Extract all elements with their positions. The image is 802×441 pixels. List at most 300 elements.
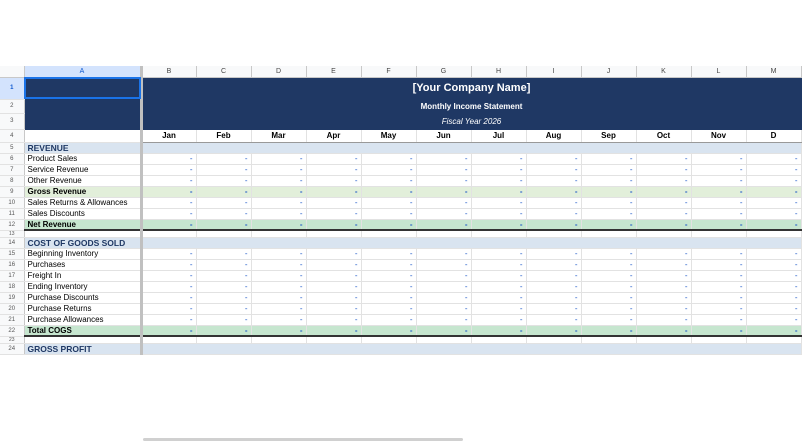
cell-a3[interactable] <box>24 113 141 129</box>
value-cell[interactable]: - <box>691 248 746 259</box>
value-cell[interactable]: - <box>691 259 746 270</box>
value-cell[interactable]: - <box>636 197 691 208</box>
line-item-label[interactable]: Gross Revenue <box>24 186 141 197</box>
line-item-label[interactable]: Sales Discounts <box>24 208 141 219</box>
value-cell[interactable]: - <box>196 219 251 230</box>
row-header-13[interactable]: 13 <box>0 230 24 237</box>
select-all-corner[interactable] <box>0 66 24 77</box>
sheet-row <box>0 343 801 354</box>
value-cell[interactable]: - <box>746 164 801 175</box>
value-cell[interactable]: - <box>581 303 636 314</box>
sheet-row <box>0 303 801 314</box>
column-header-j[interactable]: J <box>581 66 636 77</box>
value-cell[interactable]: - <box>361 259 416 270</box>
value-cell[interactable]: - <box>416 186 471 197</box>
month-header-sep[interactable]: Sep <box>581 129 636 142</box>
value-cell[interactable]: - <box>251 259 306 270</box>
row-header-11[interactable]: 11 <box>0 208 24 219</box>
section-header[interactable]: REVENUE <box>24 142 141 153</box>
value-cell[interactable]: - <box>471 259 526 270</box>
value-cell[interactable]: - <box>306 270 361 281</box>
empty-cell[interactable] <box>24 336 141 343</box>
line-item-label[interactable]: Ending Inventory <box>24 281 141 292</box>
month-header-jan[interactable]: Jan <box>141 129 196 142</box>
empty-cell[interactable] <box>141 336 196 343</box>
value-cell[interactable]: - <box>691 281 746 292</box>
row-header-2[interactable]: 2 <box>0 99 24 113</box>
value-cell[interactable]: - <box>581 314 636 325</box>
value-cell[interactable]: - <box>691 219 746 230</box>
value-cell[interactable]: - <box>746 292 801 303</box>
value-cell[interactable]: - <box>306 208 361 219</box>
value-cell[interactable]: - <box>416 248 471 259</box>
value-cell[interactable]: - <box>526 153 581 164</box>
sheet-row <box>0 259 801 270</box>
value-cell[interactable]: - <box>306 219 361 230</box>
value-cell[interactable]: - <box>636 303 691 314</box>
value-cell[interactable]: - <box>471 219 526 230</box>
value-cell[interactable]: - <box>471 164 526 175</box>
value-cell[interactable]: - <box>691 325 746 336</box>
value-cell[interactable]: - <box>141 303 196 314</box>
value-cell[interactable]: - <box>526 259 581 270</box>
value-cell[interactable]: - <box>251 208 306 219</box>
value-cell[interactable]: - <box>636 292 691 303</box>
value-cell[interactable]: - <box>416 175 471 186</box>
value-cell[interactable]: - <box>526 270 581 281</box>
value-cell[interactable]: - <box>361 270 416 281</box>
value-cell[interactable]: - <box>196 303 251 314</box>
value-cell[interactable]: - <box>416 259 471 270</box>
empty-cell[interactable] <box>361 336 416 343</box>
row-header-21[interactable]: 21 <box>0 314 24 325</box>
value-cell[interactable]: - <box>416 208 471 219</box>
row-header-16[interactable]: 16 <box>0 259 24 270</box>
value-cell[interactable]: - <box>526 197 581 208</box>
column-header-m[interactable]: M <box>746 66 801 77</box>
value-cell[interactable]: - <box>361 303 416 314</box>
column-header-d[interactable]: D <box>251 66 306 77</box>
value-cell[interactable]: - <box>581 259 636 270</box>
value-cell[interactable]: - <box>251 281 306 292</box>
line-item-label[interactable]: Service Revenue <box>24 164 141 175</box>
value-cell[interactable]: - <box>691 314 746 325</box>
value-cell[interactable]: - <box>471 325 526 336</box>
value-cell[interactable]: - <box>306 281 361 292</box>
empty-cell[interactable] <box>691 230 746 237</box>
empty-cell[interactable] <box>141 230 196 237</box>
section-band[interactable] <box>141 142 801 153</box>
month-header-feb[interactable]: Feb <box>196 129 251 142</box>
value-cell[interactable]: - <box>746 325 801 336</box>
row-header-23[interactable]: 23 <box>0 336 24 343</box>
column-header-b[interactable]: B <box>141 66 196 77</box>
line-item-label[interactable]: Sales Returns & Allowances <box>24 197 141 208</box>
value-cell[interactable]: - <box>691 175 746 186</box>
value-cell[interactable]: - <box>251 164 306 175</box>
value-cell[interactable]: - <box>416 314 471 325</box>
value-cell[interactable]: - <box>141 197 196 208</box>
value-cell[interactable]: - <box>361 164 416 175</box>
value-cell[interactable]: - <box>141 325 196 336</box>
value-cell[interactable]: - <box>196 314 251 325</box>
cell-table[interactable] <box>0 66 802 355</box>
value-cell[interactable]: - <box>361 175 416 186</box>
value-cell[interactable]: - <box>636 164 691 175</box>
cell-a1[interactable] <box>24 77 141 99</box>
value-cell[interactable]: - <box>581 186 636 197</box>
sheet-row <box>0 197 801 208</box>
value-cell[interactable]: - <box>746 153 801 164</box>
value-cell[interactable]: - <box>746 259 801 270</box>
value-cell[interactable]: - <box>141 219 196 230</box>
row-header-22[interactable]: 22 <box>0 325 24 336</box>
column-header-g[interactable]: G <box>416 66 471 77</box>
value-cell[interactable]: - <box>691 197 746 208</box>
value-cell[interactable]: - <box>251 186 306 197</box>
line-item-label[interactable]: Other Revenue <box>24 175 141 186</box>
month-header-d[interactable]: D <box>746 129 801 142</box>
value-cell[interactable]: - <box>471 292 526 303</box>
line-item-label[interactable]: Freight In <box>24 270 141 281</box>
company-name[interactable]: [Your Company Name] <box>141 77 801 99</box>
value-cell[interactable]: - <box>141 281 196 292</box>
empty-cell[interactable] <box>416 336 471 343</box>
value-cell[interactable]: - <box>746 175 801 186</box>
row-header-19[interactable]: 19 <box>0 292 24 303</box>
value-cell[interactable]: - <box>526 208 581 219</box>
sheet-row <box>0 129 801 142</box>
empty-cell[interactable] <box>306 336 361 343</box>
value-cell[interactable]: - <box>636 281 691 292</box>
value-cell[interactable]: - <box>196 281 251 292</box>
value-cell[interactable]: - <box>196 164 251 175</box>
value-cell[interactable]: - <box>306 186 361 197</box>
value-cell[interactable]: - <box>251 292 306 303</box>
value-cell[interactable]: - <box>636 259 691 270</box>
value-cell[interactable]: - <box>416 153 471 164</box>
value-cell[interactable]: - <box>361 325 416 336</box>
section-header[interactable]: COST OF GOODS SOLD <box>24 237 141 248</box>
value-cell[interactable]: - <box>746 197 801 208</box>
column-header-f[interactable]: F <box>361 66 416 77</box>
empty-cell[interactable] <box>251 336 306 343</box>
value-cell[interactable]: - <box>306 248 361 259</box>
value-cell[interactable]: - <box>581 292 636 303</box>
column-header-l[interactable]: L <box>691 66 746 77</box>
column-header-i[interactable]: I <box>526 66 581 77</box>
value-cell[interactable]: - <box>471 197 526 208</box>
empty-cell[interactable] <box>471 336 526 343</box>
value-cell[interactable]: - <box>746 303 801 314</box>
empty-cell[interactable] <box>361 230 416 237</box>
value-cell[interactable]: - <box>196 153 251 164</box>
section-band[interactable] <box>141 237 801 248</box>
value-cell[interactable]: - <box>526 248 581 259</box>
sheet-row <box>0 314 801 325</box>
value-cell[interactable]: - <box>526 186 581 197</box>
row-header-15[interactable]: 15 <box>0 248 24 259</box>
value-cell[interactable]: - <box>306 197 361 208</box>
sheet-row <box>0 113 801 129</box>
empty-cell[interactable] <box>526 336 581 343</box>
value-cell[interactable]: - <box>691 164 746 175</box>
value-cell[interactable]: - <box>141 314 196 325</box>
row-header-10[interactable]: 10 <box>0 197 24 208</box>
value-cell[interactable]: - <box>196 292 251 303</box>
month-header-oct[interactable]: Oct <box>636 129 691 142</box>
month-header-jul[interactable]: Jul <box>471 129 526 142</box>
column-header-e[interactable]: E <box>306 66 361 77</box>
value-cell[interactable]: - <box>361 153 416 164</box>
line-item-label[interactable]: Purchases <box>24 259 141 270</box>
value-cell[interactable]: - <box>306 314 361 325</box>
value-cell[interactable]: - <box>526 164 581 175</box>
section-header[interactable]: GROSS PROFIT <box>24 343 141 354</box>
column-header-a[interactable]: A <box>24 66 141 77</box>
empty-cell[interactable] <box>636 230 691 237</box>
month-header-jun[interactable]: Jun <box>416 129 471 142</box>
value-cell[interactable]: - <box>361 281 416 292</box>
value-cell[interactable]: - <box>471 186 526 197</box>
value-cell[interactable]: - <box>251 248 306 259</box>
sheet-row <box>0 237 801 248</box>
row-header-14[interactable]: 14 <box>0 237 24 248</box>
column-header-k[interactable]: K <box>636 66 691 77</box>
value-cell[interactable]: - <box>306 164 361 175</box>
value-cell[interactable]: - <box>581 281 636 292</box>
value-cell[interactable]: - <box>746 186 801 197</box>
month-header-mar[interactable]: Mar <box>251 129 306 142</box>
value-cell[interactable]: - <box>141 208 196 219</box>
value-cell[interactable]: - <box>141 270 196 281</box>
value-cell[interactable]: - <box>306 292 361 303</box>
value-cell[interactable]: - <box>471 314 526 325</box>
line-item-label[interactable]: Beginning Inventory <box>24 248 141 259</box>
value-cell[interactable]: - <box>416 281 471 292</box>
value-cell[interactable]: - <box>416 219 471 230</box>
value-cell[interactable]: - <box>636 186 691 197</box>
value-cell[interactable]: - <box>691 303 746 314</box>
fiscal-year[interactable]: Fiscal Year 2026 <box>141 113 801 129</box>
value-cell[interactable]: - <box>196 175 251 186</box>
value-cell[interactable]: - <box>251 325 306 336</box>
value-cell[interactable]: - <box>141 175 196 186</box>
empty-cell[interactable] <box>251 230 306 237</box>
row-header-5[interactable]: 5 <box>0 142 24 153</box>
value-cell[interactable]: - <box>526 325 581 336</box>
value-cell[interactable]: - <box>746 270 801 281</box>
empty-cell[interactable] <box>416 230 471 237</box>
empty-cell[interactable] <box>196 230 251 237</box>
sheet-row <box>0 208 801 219</box>
value-cell[interactable]: - <box>141 164 196 175</box>
value-cell[interactable]: - <box>416 164 471 175</box>
sheet-row <box>0 66 801 77</box>
value-cell[interactable]: - <box>141 259 196 270</box>
value-cell[interactable]: - <box>306 303 361 314</box>
value-cell[interactable]: - <box>526 281 581 292</box>
value-cell[interactable]: - <box>746 219 801 230</box>
value-cell[interactable]: - <box>361 186 416 197</box>
value-cell[interactable]: - <box>691 153 746 164</box>
value-cell[interactable]: - <box>746 208 801 219</box>
row-header-1[interactable]: 1 <box>0 77 24 99</box>
value-cell[interactable]: - <box>526 175 581 186</box>
value-cell[interactable]: - <box>471 208 526 219</box>
value-cell[interactable]: - <box>141 248 196 259</box>
empty-cell[interactable] <box>746 336 801 343</box>
value-cell[interactable]: - <box>471 281 526 292</box>
value-cell[interactable]: - <box>196 325 251 336</box>
value-cell[interactable]: - <box>471 303 526 314</box>
sheet-row <box>0 292 801 303</box>
value-cell[interactable]: - <box>416 197 471 208</box>
row-header-18[interactable]: 18 <box>0 281 24 292</box>
empty-cell[interactable] <box>196 336 251 343</box>
value-cell[interactable]: - <box>526 219 581 230</box>
value-cell[interactable]: - <box>691 186 746 197</box>
value-cell[interactable]: - <box>636 314 691 325</box>
value-cell[interactable]: - <box>636 153 691 164</box>
empty-cell[interactable] <box>306 230 361 237</box>
line-item-label[interactable]: Total COGS <box>24 325 141 336</box>
value-cell[interactable]: - <box>141 292 196 303</box>
value-cell[interactable]: - <box>196 186 251 197</box>
column-header-h[interactable]: H <box>471 66 526 77</box>
value-cell[interactable]: - <box>581 270 636 281</box>
value-cell[interactable]: - <box>746 281 801 292</box>
section-band[interactable] <box>141 343 801 354</box>
value-cell[interactable]: - <box>636 219 691 230</box>
value-cell[interactable]: - <box>691 292 746 303</box>
value-cell[interactable]: - <box>306 259 361 270</box>
row-header-8[interactable]: 8 <box>0 175 24 186</box>
value-cell[interactable]: - <box>581 175 636 186</box>
value-cell[interactable]: - <box>471 248 526 259</box>
row-header-17[interactable]: 17 <box>0 270 24 281</box>
sheet-row <box>0 186 801 197</box>
value-cell[interactable]: - <box>746 248 801 259</box>
value-cell[interactable]: - <box>361 248 416 259</box>
value-cell[interactable]: - <box>636 248 691 259</box>
value-cell[interactable]: - <box>471 270 526 281</box>
value-cell[interactable]: - <box>526 314 581 325</box>
line-item-label[interactable]: Product Sales <box>24 153 141 164</box>
sheet-row <box>0 219 801 230</box>
column-header-c[interactable]: C <box>196 66 251 77</box>
row-header-20[interactable]: 20 <box>0 303 24 314</box>
value-cell[interactable]: - <box>361 219 416 230</box>
value-cell[interactable]: - <box>251 153 306 164</box>
row-header-12[interactable]: 12 <box>0 219 24 230</box>
value-cell[interactable]: - <box>361 208 416 219</box>
value-cell[interactable]: - <box>416 325 471 336</box>
value-cell[interactable]: - <box>196 248 251 259</box>
value-cell[interactable]: - <box>581 164 636 175</box>
month-header-apr[interactable]: Apr <box>306 129 361 142</box>
statement-title[interactable]: Monthly Income Statement <box>141 99 801 113</box>
row-header-3[interactable]: 3 <box>0 113 24 129</box>
value-cell[interactable]: - <box>416 292 471 303</box>
value-cell[interactable]: - <box>636 270 691 281</box>
value-cell[interactable]: - <box>361 314 416 325</box>
value-cell[interactable]: - <box>581 197 636 208</box>
value-cell[interactable]: - <box>306 325 361 336</box>
value-cell[interactable]: - <box>636 208 691 219</box>
value-cell[interactable]: - <box>526 303 581 314</box>
value-cell[interactable]: - <box>251 219 306 230</box>
empty-cell[interactable] <box>691 336 746 343</box>
month-header-aug[interactable]: Aug <box>526 129 581 142</box>
line-item-label[interactable]: Purchase Allowances <box>24 314 141 325</box>
value-cell[interactable]: - <box>251 197 306 208</box>
month-header-nov[interactable]: Nov <box>691 129 746 142</box>
value-cell[interactable]: - <box>361 197 416 208</box>
empty-cell[interactable] <box>581 230 636 237</box>
value-cell[interactable]: - <box>691 208 746 219</box>
sheet-row <box>0 142 801 153</box>
line-item-label[interactable]: Purchase Discounts <box>24 292 141 303</box>
value-cell[interactable]: - <box>581 219 636 230</box>
cell-a4[interactable] <box>24 129 141 142</box>
empty-cell[interactable] <box>636 336 691 343</box>
empty-cell[interactable] <box>746 230 801 237</box>
value-cell[interactable]: - <box>251 175 306 186</box>
empty-cell[interactable] <box>24 230 141 237</box>
value-cell[interactable]: - <box>471 153 526 164</box>
cell-a2[interactable] <box>24 99 141 113</box>
month-header-may[interactable]: May <box>361 129 416 142</box>
value-cell[interactable]: - <box>196 259 251 270</box>
value-cell[interactable]: - <box>746 314 801 325</box>
value-cell[interactable]: - <box>581 325 636 336</box>
value-cell[interactable]: - <box>196 197 251 208</box>
value-cell[interactable]: - <box>581 208 636 219</box>
value-cell[interactable]: - <box>691 270 746 281</box>
value-cell[interactable]: - <box>196 208 251 219</box>
value-cell[interactable]: - <box>141 153 196 164</box>
line-item-label[interactable]: Purchase Returns <box>24 303 141 314</box>
row-header-24[interactable]: 24 <box>0 343 24 354</box>
value-cell[interactable]: - <box>636 175 691 186</box>
value-cell[interactable]: - <box>306 175 361 186</box>
value-cell[interactable]: - <box>526 292 581 303</box>
value-cell[interactable]: - <box>251 314 306 325</box>
row-header-6[interactable]: 6 <box>0 153 24 164</box>
empty-cell[interactable] <box>526 230 581 237</box>
value-cell[interactable]: - <box>251 270 306 281</box>
value-cell[interactable]: - <box>581 248 636 259</box>
value-cell[interactable]: - <box>471 175 526 186</box>
value-cell[interactable]: - <box>416 270 471 281</box>
value-cell[interactable]: - <box>306 153 361 164</box>
row-header-7[interactable]: 7 <box>0 164 24 175</box>
row-header-4[interactable]: 4 <box>0 129 24 142</box>
line-item-label[interactable]: Net Revenue <box>24 219 141 230</box>
spreadsheet-grid[interactable] <box>0 66 798 375</box>
empty-cell[interactable] <box>581 336 636 343</box>
value-cell[interactable]: - <box>636 325 691 336</box>
empty-cell[interactable] <box>471 230 526 237</box>
value-cell[interactable]: - <box>416 303 471 314</box>
value-cell[interactable]: - <box>361 292 416 303</box>
value-cell[interactable]: - <box>251 303 306 314</box>
value-cell[interactable]: - <box>141 186 196 197</box>
value-cell[interactable]: - <box>581 153 636 164</box>
row-header-9[interactable]: 9 <box>0 186 24 197</box>
value-cell[interactable]: - <box>196 270 251 281</box>
